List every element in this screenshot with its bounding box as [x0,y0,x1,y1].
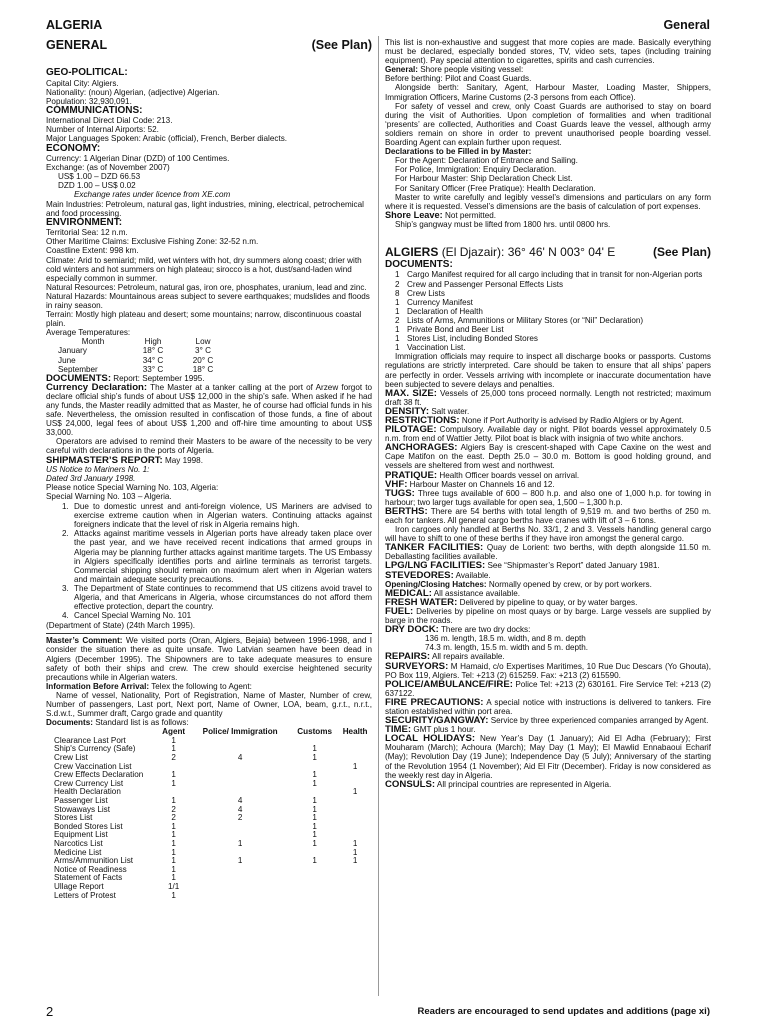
footer-note: Readers are encouraged to send updates and additions (page xi) [417,1006,710,1017]
warning-text: Due to domestic unrest and anti-foreign violence, US Mariners are advised to exercise extreme caution when in Algerian waters. Continuing attacks against foreigners indicate that the level of risk in Algeria remains high. [74,502,372,530]
document-name-cell: Arms/Ammunition List [54,856,134,866]
document-count-cell: 1 [312,744,317,754]
port-entry [385,543,711,561]
shore-leave [385,211,711,220]
entry-label: FRESH WATER: [385,596,458,608]
general-text: Shore people visiting vessel: [420,65,524,75]
document-count: 1 [395,334,400,344]
entry-label: TUGS: [385,487,415,499]
document-count-cell: 1 [352,761,358,771]
document-count-cell [338,814,372,823]
entry-text: Algiers Bay is crescent-shaped with Cape Caxine on the west and Cape Matifon on the east. Depth 25.0 – 30.0 m. Bottom is good holding ground, and vessels are sheltered from west and northwest. [385,443,711,471]
geo-political-heading: GEO-POLITICAL: [46,67,128,78]
entry-text: There are 54 berths with total length of 9,519 m. and two berths of 250 m. each for tankers. All general cargo berths have cranes with lift of 3 – 6 tons. [385,506,711,525]
geo-line: Nationality: (noun) Algerian, (adjective) Algerian. [46,87,220,97]
notice-to-mariners: US Notice to Mariners No. 1: [46,464,150,474]
list-item [385,307,711,316]
document-count-cell [189,771,291,780]
general-heading: GENERAL [46,38,108,52]
currency-declaration-label: Currency Declaration: [46,381,148,393]
algiers-name: ALGIERS [385,244,439,259]
document-count-cell: 1 [171,856,176,866]
document-count-cell: 1 [171,778,176,788]
entry-text: Service by three experienced companies arranged by Agent. [490,716,709,726]
entry-text: Harbour Master on Channels 16 and 12. [409,479,555,489]
econ-industries: Main Industries: Petroleum, natural gas, light industries, mining, electrical, petrochemical and food processing. [46,199,364,218]
env-line: Territorial Sea: 12 n.m. [46,228,128,238]
table-row [46,806,372,815]
documents-required-text: Standard list is as follows: [95,718,189,728]
shipmaster-date: May 1998. [165,455,203,465]
document-count-cell [338,745,372,754]
document-count-cell: 1 [171,864,176,874]
entry-text: A special notice with instructions is delivered to tankers. Fire station established within port area. [385,697,711,716]
entry-text: All repairs available. [431,652,505,662]
document-count-cell: 1 [312,813,317,823]
document-count: 1 [395,343,400,353]
temp-header: Low [195,337,211,347]
info-before-arrival-label: Information Before Arrival: [46,681,150,691]
list-item [385,343,711,352]
general-label: General: [385,65,418,75]
document-count-cell: 4 [237,804,243,814]
document-name-cell: Statement of Facts [54,873,123,883]
algiers-position: (El Djazair): 36° 46' N 003° 04' E [441,244,616,259]
entry-text: There are two dry docks: [440,625,531,635]
entry-label: MAX. SIZE: [385,387,437,399]
document-count-cell [189,780,291,789]
document-count: 1 [395,297,400,307]
temp-high: 18° C [142,346,164,356]
declaration-line: For Police, Immigration: Enquiry Declaration. [395,165,557,175]
comm-line: International Direct Dial Code: 213. [46,116,173,126]
entry-label: DRY DOCK: [385,624,439,636]
documents-table [46,728,372,900]
document-count-cell [338,823,372,832]
warning-text: Cancel Special Warning No. 101 [74,611,192,621]
document-count-cell: 1 [171,821,176,831]
documents-label: DOCUMENTS: [46,372,112,384]
comm-line: Number of Internal Airports: 52. [46,125,159,135]
document-name: Crew and Passenger Personal Effects Lists [407,279,564,289]
declaration-line: For the Agent: Declaration of Entrance and Sailing. [395,156,578,166]
algiers-heading [385,245,615,259]
port-entry [385,489,711,507]
info-before-arrival-list: Name of vessel, Nationality, Port of Registration, Name of Master, Number of crew, Number of passengers, Last port, Next port, Name of Owner, LOA, beam, g.r.t., n.r.t., S.d.w.t., Summer draft, Cargo grade and quantity [46,690,372,719]
entry-label: STEVEDORES: [385,569,454,581]
masters-comment [46,636,372,681]
document-count-cell [338,806,372,815]
document-name-cell: Letters of Protest [54,890,116,900]
document-name-cell: Bonded Stores List [54,821,123,831]
list-item [385,280,711,289]
table-header: Customs [297,727,333,737]
document-count-cell: 1 [352,847,358,857]
temp-low: 18° C [192,364,214,374]
document-count-cell [338,797,372,806]
document-count-cell: 1 [171,890,176,900]
table-row [46,892,372,901]
document-count-cell [291,883,338,892]
header-country: ALGERIA [46,18,103,32]
algiers-documents-text: Immigration officials may require to inspect all discharge books or passports. Customs regulations are strictly interpreted. Care should be taken to ensure that all ships’ papers are perfectly in order. Vessels arriving with incomplete or inaccurate documentation have been subjected to severe delays and penalties. [385,352,711,389]
document-count-cell: 2 [171,813,176,823]
entry-text: Quay de Lorient: two berths, with depth alongside 11.50 m. Deballasting facilities available. [385,543,711,562]
document-name-cell: Clearance Last Port [54,735,126,745]
special-warning-line: Special Warning No. 103 – Algeria. [46,491,172,501]
document-count-cell [189,737,291,746]
documents-required [46,718,372,727]
shore-leave-label: Shore Leave: [385,209,443,220]
document-count-cell: 4 [237,796,243,806]
temp-header: Month [81,337,105,347]
port-entry [385,425,711,443]
shore-leave-gangway: Ship’s gangway must be lifted from 1800 hrs. until 0800 hrs. [395,219,611,229]
port-entry [385,698,711,716]
general-line: Before berthing: Pilot and Coast Guards. [385,74,532,84]
port-entry [385,389,711,407]
entry-text: Compulsory. Available day or night. Pilot boards vessel approximately 0.5 n.m. from end of Wattier Jetty. Pilot boat is black with insignia of two white anchors. [385,425,711,444]
entry-label: SECURITY/GANGWAY: [385,715,489,727]
document-count-cell: 1 [312,839,317,848]
entry-text: New Year’s Day (1 January); Aid El Adha (February); First Mouharam (March); Achoura (March); May Day (1 May); El Mawlid Ennabaoui Echarif (May); Revolution Day (19 June); Independence Day (5 July); Anniversary of the starting of the Revolution 1954 (1 November); Aid El Fitr (December). Friday is now considered as the weekly rest day in Algeria. [385,734,711,780]
left-column [46,38,372,998]
entry-text: Police Tel: +213 (2) 630161. Fire Service Tel: +213 (2) 637122. [385,679,711,698]
special-warning-line: Please notice Special Warning No. 103, Algeria: [46,482,219,492]
special-warning-list [46,502,372,620]
entry-label: TIME: [385,724,412,736]
list-item [385,289,711,298]
communications-heading: COMMUNICATIONS: [46,104,143,116]
entry-label: SURVEYORS: [385,660,449,672]
document-name-cell: Ship's Currency (Safe) [54,744,136,754]
table-header: Agent [162,727,186,737]
port-entry [385,607,711,625]
entry-text: All principal countries are represented in Algeria. [436,779,612,789]
document-name-cell: Crew Vaccination List [54,761,132,771]
currency-declaration-advice: Operators are advised to remind their Masters to be aware of the necessity to be very careful with declarations in the ports of Algeria. [46,437,372,456]
document-count-cell [338,892,372,901]
document-count-cell: 1 [171,839,176,848]
entry-label: PILOTAGE: [385,424,437,436]
shipmaster-report [46,456,372,465]
document-count-cell: 2 [171,753,176,763]
entry-label: Opening/Closing Hatches: [385,579,487,589]
document-count: 8 [395,288,400,298]
dry-dock-line: 74.3 m. length, 15.5 m. width and 5 m. depth. [425,643,589,653]
env-line: Other Maritime Claims: Exclusive Fishing Zone: 32-52 n.m. [46,237,259,247]
geo-line: Capital City: Algiers. [46,78,119,88]
general-title [46,38,372,52]
entry-label: POLICE/AMBULANCE/FIRE: [385,678,513,690]
entry-label: LPG/LNG FACILITIES: [385,560,486,572]
document-count-cell: 1 [171,847,176,857]
entry-label: TANKER FACILITIES: [385,542,484,554]
document-name-cell: Ullage Report [54,881,104,891]
document-count-cell: 1 [171,770,176,780]
document-name-cell: Medicine List [54,847,102,857]
econ-exchange: Exchange: (as of November 2007) [46,163,170,173]
document-count: 2 [395,315,400,325]
column-divider [378,36,379,996]
algiers-see-plan-link[interactable]: (See Plan) [652,244,711,259]
port-entry [385,662,711,680]
general-line: Alongside berth: Sanitary, Agent, Harbour Master, Loading Master, Shippers, Immigration Officers, Marine Customs (2-3 persons from each Office). [385,83,711,102]
temp-month: September [58,364,98,374]
document-name: Declaration of Health [407,306,483,316]
port-entry [385,734,711,779]
document-count-cell: 4 [237,753,243,763]
declarations-label: Declarations to be Filled in by Master: [385,147,532,157]
info-before-arrival [46,682,372,691]
info-before-arrival-text: Telex the following to Agent: [151,681,252,691]
economy-heading: ECONOMY: [46,142,101,154]
entry-text: M Hamaid, c/o Expertises Maritimes, 10 Rue Duc Descars (Yo Ghouta), PO Box 119, Algiers. Tel: +213 (2) 615259. Fax: +213 (2) 615590. [385,661,711,680]
temp-high: 33° C [142,364,164,374]
list-item [385,325,711,334]
document-count-cell: 1 [352,839,358,848]
department-of-state: (Department of State) (24th March 1995). [46,621,196,631]
dry-dock-line: 136 m. length, 18.5 m. width, and 8 m. depth [425,634,586,644]
document-count-cell: 2 [171,804,176,814]
document-count-cell [291,866,338,875]
entry-text: Vessels of 25,000 tons proceed normally. Length not restricted; maximum draft 38 ft. [385,388,711,407]
algiers-documents-heading: DOCUMENTS: [385,258,453,270]
general-shore-people [385,65,711,74]
document-name: Vaccination List. [407,343,466,353]
env-line: Climate: Arid to semiarid; mild, wet winters with hot, dry summers along coast; drier with cold winters and hot summers on high plateau; sirocco is a hot, dust/sand-laden wind especially common in summer. [46,255,362,283]
entry-label: CONSULS: [385,778,436,790]
document-count-cell: 1 [171,873,176,883]
entry-label: REPAIRS: [385,651,431,663]
entry-text: Three tugs available of 600 – 800 h.p. and also one of 1,000 h.p. for towing in harbour; two larger tugs available for open sea, 1,500 – 1,300 h.p. [385,488,711,507]
document-count-cell: 1 [171,744,176,754]
port-entry [385,571,711,580]
entry-text: Deliveries by pipeline on most quays or by barge. Large vessels are supplied by barge in the roads. [385,606,711,626]
port-entry [385,625,711,634]
document-count-cell: 1 [312,804,317,814]
temp-low: 20° C [192,355,214,365]
algiers-title [385,245,711,259]
document-count-cell: 2 [237,813,243,823]
entry-text: Available. [455,570,491,580]
document-name-cell: Crew List [54,753,88,763]
port-entry [385,443,711,470]
intro-text: This list is non-exhaustive and suggest that more copies are made. Basically everything must be declared, especially bonded stores, TV, video sets, tapes (including training equipment). Pay special attention to cigarettes, spirits and cash currencies. [385,38,711,66]
document-name-cell: Narcotics List [54,839,103,848]
document-name: Cargo Manifest required for all cargo including that in transit for non-Algerian ports [407,270,703,280]
currency-declaration [46,383,372,438]
right-column [385,38,711,998]
env-line: Natural Resources: Petroleum, natural gas, iron ore, phosphates, uranium, lead and zinc. [46,282,367,292]
table-row [46,745,372,754]
document-count: 1 [395,270,400,280]
econ-currency: Currency: 1 Algerian Dinar (DZD) of 100 Centimes. [46,154,230,164]
entry-text: See “Shipmaster’s Report” dated January 1981. [487,561,660,571]
temp-header: High [144,337,162,347]
temp-month: January [58,346,87,356]
document-name-cell: Notice of Readiness [54,864,127,874]
econ-rate: US$ 1.00 – DZD 66.53 [58,172,141,182]
list-item [385,334,711,343]
document-name-cell: Equipment List [54,830,108,840]
env-line: Terrain: Mostly high plateau and desert; some mountains; narrow, discontinuous coastal plain. [46,310,362,329]
entry-text-continued: Iron cargoes only handled at Berths No. 33/1, 2 and 3. Vessels handling general cargo will have to shift to one of these berths if they have iron amongst the general cargo. [385,525,711,544]
list-item [385,270,711,279]
document-count-cell [338,771,372,780]
entry-label: BERTHS: [385,505,428,517]
list-item: 2. Attacks against maritime vessels in Algerian ports have already taken place over the past year, and we have received recent indications that armed groups in Algeria may be planning further attacks against maritime targets. The US Embassy in Algiers specifically identifies ports and airline terminals as terrorist targets. Commercial shipping should remain on maximum alert when in Algerian waters and maintain adequate security precautions. [62,529,372,584]
document-count-cell [338,874,372,883]
port-entry [385,471,711,480]
document-count-cell [291,892,338,901]
temperature-table [46,337,372,373]
document-name-cell: Stores List [54,813,93,823]
document-count-cell: 1 [312,796,317,806]
comm-line: Major Languages Spoken: Arabic (official), French, Berber dialects. [46,134,288,144]
document-count-cell: 1 [171,735,176,745]
shore-leave-text: Not permitted. [444,210,496,220]
document-count-cell: 1 [312,770,317,780]
entry-label: FIRE PRECAUTIONS: [385,696,484,708]
see-plan-link[interactable]: (See Plan) [311,38,372,52]
document-count-cell [189,763,291,772]
entry-text: Salt water. [431,406,470,416]
document-count-cell: 1 [312,753,317,763]
entry-label: RESTRICTIONS: [385,414,460,426]
env-line: Average Temperatures: [46,328,131,338]
document-count-cell [189,874,291,883]
document-count-cell: 1 [312,778,317,788]
declaration-line: For Sanitary Officer (Free Pratique): Health Declaration. [395,183,596,193]
temp-month: June [58,355,76,365]
port-entry [385,716,711,725]
document-name-cell: Health Declaration [54,787,121,797]
document-count-cell: 1 [312,821,317,831]
document-name-cell: Crew Effects Declaration [54,770,144,780]
temp-low: 3° C [195,346,211,356]
document-count-cell: 1/1 [167,881,180,891]
list-item [385,316,711,325]
entry-text: Normally opened by crew, or by port workers. [488,579,652,589]
entry-text: None if Port Authority is advised by Radio Algiers or by Agent. [461,415,684,425]
econ-rate: DZD 1.00 – US$ 0.02 [58,181,136,191]
entry-text: Health Officer boards vessel on arrival. [439,470,580,480]
list-item: 3. The Department of State continues to recommend that US citizens avoid travel to Algeria, and that Americans in Algeria, whose circumstances do not afford them effective protection, depart the country. [62,583,372,612]
document-count-cell: 1 [171,830,176,840]
document-name: Crew Lists [407,288,445,298]
document-count: 2 [395,279,400,289]
list-item: 1. Due to domestic unrest and anti-foreign violence, US Mariners are advised to exercise extreme caution when in Algerian waters. Continuing attacks against foreigners indicate that the level of risk in Algeria remains high. [62,502,372,530]
declaration-line: For Harbour Master: Ship Declaration Check List. [395,174,573,184]
entry-text: Delivered by pipeline to quay, or by water barges. [459,597,638,607]
masters-comment-text: We visited ports (Oran, Algiers, Bejaia) between 1996-1998, and I consider the situation there as quite unsafe. Two Latvian seamen have been dead in Algiers (December 1995). The Shipowners are to take adequate measures to ensure safety of both their ships and crew. The crew should exercise heightened security precautions while in Algerian waters. [46,636,372,682]
shipmaster-heading: SHIPMASTER’S REPORT: [46,454,163,466]
temp-high: 34° C [142,355,164,365]
entry-label: PRATIQUE: [385,469,438,481]
document-count-cell: 1 [312,830,317,840]
document-count-cell: 1 [352,787,358,797]
port-entries [385,389,711,789]
table-header: Police/ Immigration [202,727,278,737]
algiers-documents-list [385,270,711,352]
entry-label: VHF: [385,478,408,490]
document-count-cell [338,737,372,746]
document-name: Currency Manifest [407,297,473,307]
entry-label: ANCHORAGES: [385,442,458,454]
document-name-cell: Stowaways List [54,804,110,814]
document-name-cell: Crew Currency List [54,778,124,788]
warning-text: Attacks against maritime vessels in Algerian ports have already taken place over the past year, and we have received recent indications that armed groups in Algeria may be planning further attacks against maritime targets. The US Embassy in Algiers specifically identifies ports and airline terminals as terrorist targets. Commercial shipping should remain on maximum alert when in Algerian waters and maintain adequate security precautions. [74,529,372,584]
document-count-cell [189,823,291,832]
environment-heading: ENVIRONMENT: [46,216,123,228]
documents-text: Report: September 1995. [113,373,205,383]
env-line: Coastline Extent: 998 km. [46,246,139,256]
section-rule [46,633,372,634]
document-count-cell: 1 [237,856,243,866]
document-name: Private Bond and Beer List [407,325,504,335]
geo-line: Population: 32,930,091. [46,96,132,106]
port-entry [385,580,711,589]
document-count-cell [338,883,372,892]
page-number: 2 [46,1004,54,1019]
document-name: Lists of Arms, Ammunitions or Military Stores (or “Nil” Declaration) [407,315,644,325]
entry-label: MEDICAL: [385,587,432,599]
list-item [385,298,711,307]
entry-text: All assistance available. [433,588,520,598]
entry-label: FUEL: [385,605,414,617]
port-entry [385,780,711,789]
document-count-cell: 1 [312,856,317,866]
entry-label: LOCAL HOLIDAYS: [385,733,476,745]
general-line: For safety of vessel and crew, only Coast Guards are authorised to stay on board during the visit of Authorities. Upon completion of formalities and when traditional ‘presents’ are collected, Authorities and Coast Guards leave the vessel, although army soldiers remain on shore in order to prevent unauthorised people boarding vessel. Boarding Agent can explain further upon request. [385,101,711,148]
econ-licence: Exchange rates under licence from XE.com [74,190,231,200]
document-count-cell [291,874,338,883]
port-entry [385,507,711,525]
document-count-cell [189,866,291,875]
entry-label: DENSITY: [385,405,430,417]
port-entry [385,680,711,698]
masters-comment-label: Master’s Comment: [46,636,123,646]
document-name: Stores List, including Bonded Stores [407,334,538,344]
document-count-cell: 1 [352,856,358,866]
document-count-cell [189,892,291,901]
declarations-text: Master to write carefully and legibly vessel’s dimensions and particulars on any form where it is requested. Vessel’s dimensions are the basis of calculation of port expenses. [385,192,711,211]
document-count-cell [189,883,291,892]
document-count: 1 [395,325,400,335]
document-count-cell: 1 [237,839,243,848]
env-line: Natural Hazards: Mountainous areas subject to severe earthquakes; mudslides and floods in rainy season. [46,291,370,310]
list-item: 4. Cancel Special Warning No. 101 [62,611,372,620]
document-name-cell: Passenger List [54,796,108,806]
header-section: General [663,18,710,32]
documents-required-label: Documents: [46,718,93,728]
notice-date: Dated 3rd January 1998. [46,473,136,483]
entry-text: GMT plus 1 hour. [413,725,476,735]
port-entry [385,598,711,607]
table-header: Health [342,727,368,737]
currency-declaration-text: The Master at a tanker calling at the port of Arzew forgot to declare official ship’s funds of about US$ 12,000 in the ship’s safe. When asked if he had any funds, the Master readily admitted that as Master, he of course had official funds in his safe. Nevertheless, the omission resulted in confiscation of those funds, a fine of about US$ 24,000, legal fees of about US$ 1,200 and off-hire time amounting to about US$ 33,000. [46,382,372,438]
document-count-cell: 1 [171,796,176,806]
port-entry [385,480,711,489]
warning-text: The Department of State continues to recommend that US citizens avoid travel to Algeria, and that Americans in Algeria, whose circumstances do not afford them effective protection, depart the country. [74,583,372,612]
document-count-cell [338,866,372,875]
document-count: 1 [395,306,400,316]
